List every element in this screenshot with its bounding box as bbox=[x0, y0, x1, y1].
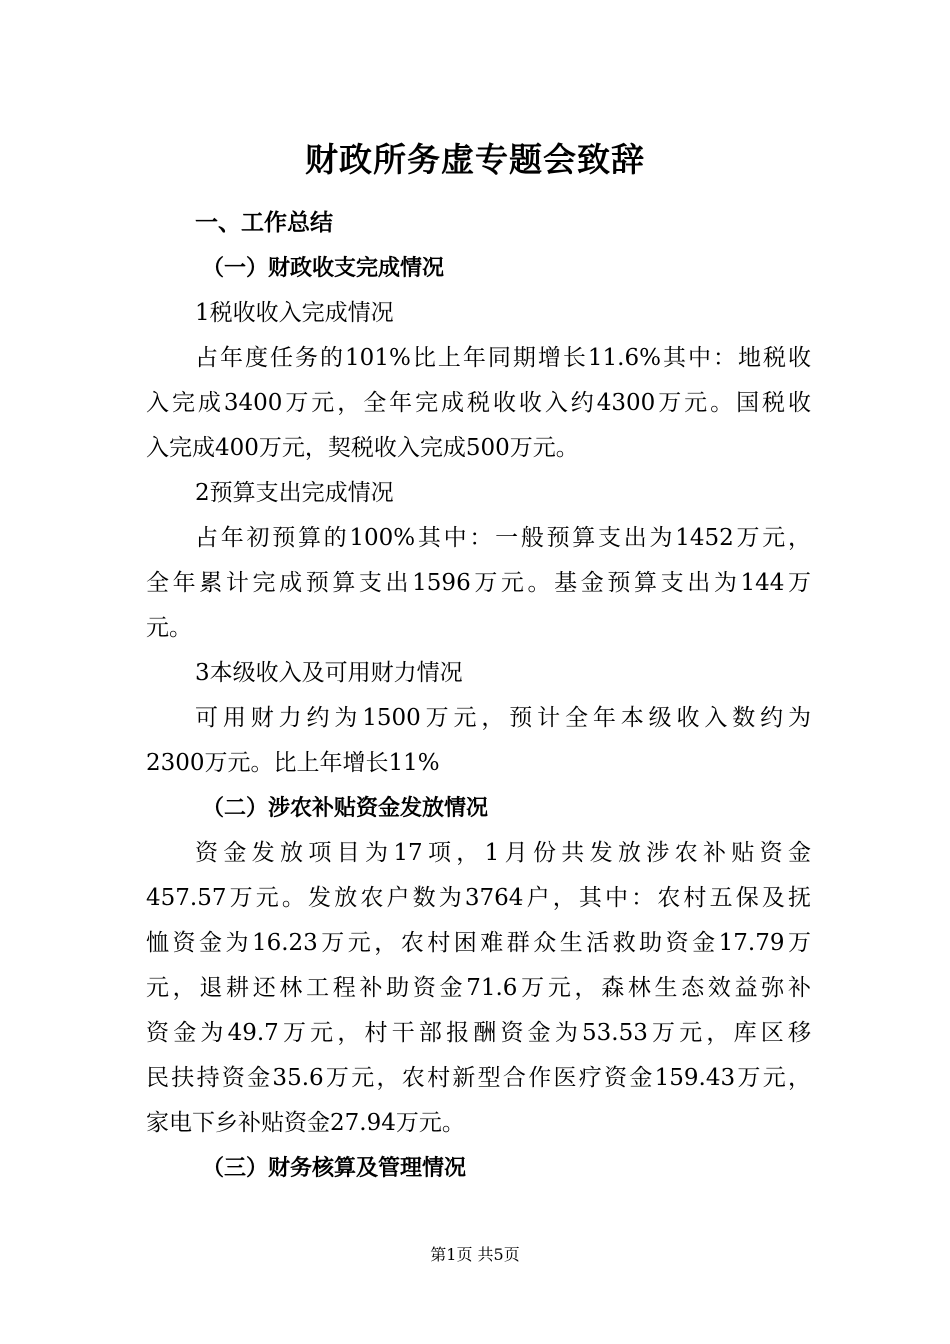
subsection-heading: （三）财务核算及管理情况 bbox=[202, 1156, 467, 1181]
item-heading: 3本级收入及可用财力情况 bbox=[195, 660, 463, 686]
paragraph-line: 可用财力约为1500万元，预计全年本级收入数约为 bbox=[195, 705, 811, 731]
paragraph-line: 2300万元。比上年增长11% bbox=[146, 750, 440, 776]
item-heading: 1税收收入完成情况 bbox=[195, 300, 394, 326]
subsection-heading: （一）财政收支完成情况 bbox=[202, 256, 445, 281]
paragraph-line: 元，退耕还林工程补助资金71.6万元，森林生态效益弥补 bbox=[146, 975, 811, 1001]
paragraph-line: 元。 bbox=[146, 615, 192, 641]
subsection-heading: （二）涉农补贴资金发放情况 bbox=[202, 796, 489, 821]
section-heading: 一、工作总结 bbox=[195, 210, 333, 236]
paragraph-line: 资金为49.7万元，村干部报酬资金为53.53万元，库区移 bbox=[146, 1020, 811, 1046]
document-title: 财政所务虚专题会致辞 bbox=[305, 140, 645, 179]
paragraph-line: 家电下乡补贴资金27.94万元。 bbox=[146, 1110, 465, 1136]
paragraph-line: 民扶持资金35.6万元，农村新型合作医疗资金159.43万元， bbox=[146, 1065, 811, 1091]
paragraph-line: 457.57万元。发放农户数为3764户，其中：农村五保及抚 bbox=[146, 885, 811, 911]
document-body bbox=[146, 201, 811, 1191]
paragraph-line: 资金发放项目为17项，1月份共发放涉农补贴资金 bbox=[195, 840, 811, 866]
item-heading: 2预算支出完成情况 bbox=[195, 480, 394, 506]
paragraph-line: 全年累计完成预算支出1596万元。基金预算支出为144万 bbox=[146, 570, 811, 596]
page-footer: 第1页 共5页 bbox=[430, 1245, 520, 1264]
paragraph-line: 占年初预算的100%其中：一般预算支出为1452万元， bbox=[195, 525, 811, 551]
paragraph-line: 入完成3400万元，全年完成税收收入约4300万元。国税收 bbox=[146, 390, 811, 416]
paragraph-line: 入完成400万元，契税收入完成500万元。 bbox=[146, 435, 579, 461]
paragraph-line: 占年度任务的101%比上年同期增长11.6%其中：地税收 bbox=[195, 345, 811, 371]
paragraph-line: 恤资金为16.23万元，农村困难群众生活救助资金17.79万 bbox=[146, 930, 811, 956]
